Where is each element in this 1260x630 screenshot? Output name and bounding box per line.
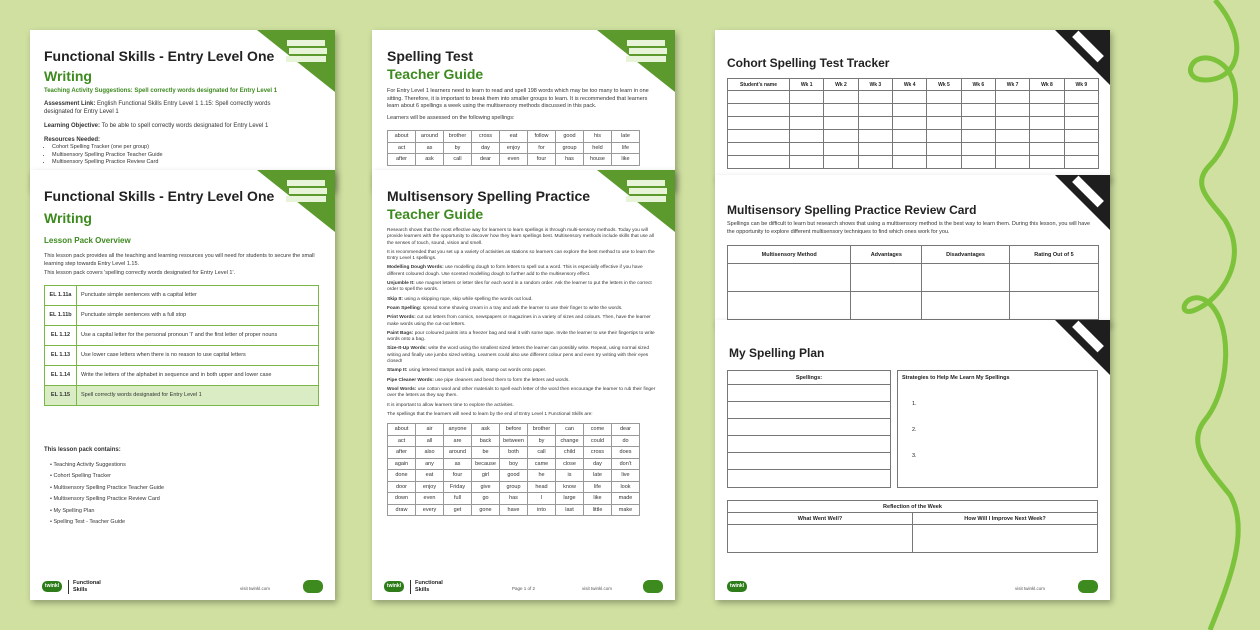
column-header: Wk 3 [858, 79, 892, 91]
word-cell: every [416, 504, 444, 516]
word-cell: eat [500, 131, 528, 143]
intro-text: For Entry Level 1 learners need to learn to read and spell 198 words which may be too many to learn in one sitting. Therefore, it is important to break them into smaller groups to learn. It is recommended that learners learn about 6 spellings a week using the multisensory methods discussed in this pack. [387, 88, 649, 109]
word-cell: head [528, 481, 556, 493]
word-cell: change [556, 435, 584, 447]
table-row [728, 91, 1099, 104]
page-title: Spelling Test [387, 48, 474, 64]
page-spelling-plan [715, 320, 1110, 600]
word-cell: child [556, 447, 584, 459]
table-row [728, 156, 1099, 169]
word-cell: late [612, 131, 640, 143]
word-cell: get [444, 504, 472, 516]
word-cell: because [472, 458, 500, 470]
table-header: Multisensory Method Advantages Disadvantages Rating Out of 5 [728, 246, 1099, 264]
word-cell: close [556, 458, 584, 470]
word-cell: has [556, 154, 584, 166]
word-cell: brother [444, 131, 472, 143]
intro-text: This lesson pack provides all the teaching and learning resources you will need for students to secure the small learning step towards Entry Level 1.15. [44, 253, 315, 267]
swirl-decoration [1120, 0, 1260, 630]
word-cell: full [444, 493, 472, 505]
word-cell: cross [584, 447, 612, 459]
table-row [388, 447, 640, 459]
column-header: Wk 4 [892, 79, 926, 91]
table-row [388, 435, 640, 447]
footer-url: visit twinkl.com [240, 586, 271, 591]
word-cell: by [444, 142, 472, 154]
word-cell: about [388, 424, 416, 436]
word-cell: ask [416, 154, 444, 166]
method-item: Skip It: using a skipping rope, skip while spelling the words out loud. [387, 296, 533, 302]
contains-list: • Teaching Activity Suggestions • Cohort Spelling Tracker • Multisensory Spelling Practice Teacher Guide • Multisensory Spelling Practice Review Card • My Spelling Plan • Spelling Test - Teacher Guide [50, 461, 165, 525]
word-cell: good [500, 470, 528, 482]
page-subtitle: Teacher Guide [387, 206, 484, 222]
column-header: Wk 2 [824, 79, 858, 91]
intro-text-2: This lesson pack covers 'spelling correctly words designated for Entry Level 1'. [44, 270, 236, 276]
word-cell: any [416, 458, 444, 470]
method-item: Modelling Dough Words: use modelling dough to form letters to spell out a word. This is especially effective if you have different coloured dough. Use scented modelling dough to further add to the multisensory effect. [387, 265, 643, 277]
word-cell: like [612, 154, 640, 166]
outcomes-table [44, 285, 319, 406]
page-lesson-overview [30, 170, 335, 600]
word-cell: dear [472, 154, 500, 166]
word-cell: act [388, 142, 416, 154]
word-cell: go [472, 493, 500, 505]
page-review-card [715, 175, 1110, 325]
page-title: Multisensory Spelling Practice Review Card [727, 203, 977, 217]
table-header [728, 79, 1099, 91]
page-spelling-test [372, 30, 675, 190]
word-cell: large [556, 493, 584, 505]
word-cell: door [388, 481, 416, 493]
word-cell: look [612, 481, 640, 493]
assessment-link: Assessment Link: English Functional Skills Entry Level 1 1.15: Spell correctly words designated for Entry Level 1 [44, 101, 271, 115]
word-cell: know [556, 481, 584, 493]
word-cell: late [584, 470, 612, 482]
badge-icon [643, 580, 663, 593]
page-title: Functional Skills - Entry Level One [44, 48, 275, 64]
word-cell: make [612, 504, 640, 516]
word-cell: even [500, 154, 528, 166]
page-cohort-tracker [715, 30, 1110, 180]
table-row [388, 458, 640, 470]
word-cell: give [472, 481, 500, 493]
word-cell: be [472, 447, 500, 459]
word-cell: anyone [444, 424, 472, 436]
page-title: Cohort Spelling Test Tracker [727, 56, 890, 70]
word-cell: group [556, 142, 584, 154]
word-cell: enjoy [500, 142, 528, 154]
word-cell: girl [472, 470, 500, 482]
table-row: EL 1.14 Write the letters of the alphabet in sequence and in both upper and lower case [45, 365, 319, 385]
word-cell: follow [528, 131, 556, 143]
method-item: Wool Words: use cotton wool and other materials to spell each letter of the word then encourage the learner to rub their finger over the letters as they say them. [387, 386, 656, 399]
contains-heading: This lesson pack contains: [44, 446, 121, 453]
word-cell: does [612, 447, 640, 459]
word-cell: done [388, 470, 416, 482]
table-row [388, 142, 640, 154]
guide-body: Research shows that the most effective way for learners to learn spellings is through multi-sensory methods. Today you will provide learners with the opportunity to discover how they learn spellings best. Multisensory methods include skills that use all the senses of touch, sound, vision and smell. It is recommended that you set up a variety of activities as stations so learners can explore the best method to use to learn the Entry Level 1 spellings. Modelling Dough Words: use modelling dough to form letters to spell out a word. This is especially effective if you have different coloured dough. Use scented modelling dough to further add to the multisensory effect. Unjumble It: use magnet letters or letter tiles for each word in a random order. Ask the learner to put the letters in the correct order to spell the words. Skip It: using a skipping rope, skip while spelling the words out loud. Foam Spelling: spread some shaving cream in a tray and ask the learner to use their finger to write the words. Print Words: cut out letters from comics, newspapers or magazines in a variety of sizes and colours. Then, have the learner make words using the cut-out letters. Paint Bags: pour coloured paints into a freezer bag and seal it with some tape. Invite the learner to use their fingertips to write words onto a bag. Size-It-Up Words: write the word using the smallest sized letters the learner can possibly write. Repeat, using normal sized writing and finally use jumbo sized writing. Learners could also use different colour pens and even try writing with their eyes closed! Stamp It: using lettered stamps and ink pads, stamp out words onto paper. Pipe Cleaner Words: use pipe cleaners and bend them to form the letters and words. Wool Words: use cotton wool and other materials to spell each letter of the word then encourage the learner to rub their finger over the letters as they say them. It is important to allow learners time to explore the activities. The spellings that the learners will need to learn by the end of Entry Level 1 Functional Skills are: [387, 228, 659, 418]
word-cell: call [444, 154, 472, 166]
word-cell: do [612, 435, 640, 447]
table-row [388, 154, 640, 166]
functional-skills-logo: Functional Skills [68, 580, 110, 594]
word-cell: before [500, 424, 528, 436]
word-cell: about [388, 131, 416, 143]
word-cell: gone [472, 504, 500, 516]
word-cell: could [584, 435, 612, 447]
word-cell: can [556, 424, 584, 436]
word-cell: as [444, 458, 472, 470]
table-row [388, 131, 640, 143]
method-item: Size-It-Up Words: write the word using the smallest sized letters the learner can possibly write. Repeat, using normal sized writing and finally use jumbo sized writing. Learners could also use different colour pens and even try writing with their eyes closed! [387, 346, 649, 365]
word-cell: has [500, 493, 528, 505]
column-header: Wk 1 [790, 79, 824, 91]
page-number: Page 1 of 2 [512, 586, 536, 591]
page-title: My Spelling Plan [729, 346, 825, 360]
review-table [727, 245, 1099, 320]
table-row [388, 424, 640, 436]
overview-heading: Lesson Pack Overview [44, 236, 131, 245]
word-cell: come [584, 424, 612, 436]
word-cell: both [500, 447, 528, 459]
word-cell: by [528, 435, 556, 447]
word-cell: even [416, 493, 444, 505]
method-item: Paint Bags: pour coloured paints into a freezer bag and seal it with some tape. Invite the learner to use their fingertips to write words onto a bag. [387, 330, 655, 343]
table-row [728, 292, 1099, 320]
table-row [728, 130, 1099, 143]
word-cell: again [388, 458, 416, 470]
word-cell: live [612, 470, 640, 482]
word-cell: down [388, 493, 416, 505]
assess-text: Learners will be assessed on the following spellings: [387, 114, 515, 121]
twinkl-logo: twinkl [727, 581, 747, 592]
spellings-table [387, 423, 640, 516]
word-cell: like [584, 493, 612, 505]
word-cell: act [388, 435, 416, 447]
column-header: Wk 7 [995, 79, 1029, 91]
twinkl-logo: twinkl [42, 581, 62, 592]
word-cell: for [528, 142, 556, 154]
table-row [728, 104, 1099, 117]
column-header: Wk 5 [927, 79, 961, 91]
word-cell: enjoy [416, 481, 444, 493]
method-item: Foam Spelling: spread some shaving cream in a tray and ask the learner to use their finger to write the words. [387, 305, 623, 311]
footer-url: visit twinkl.com [582, 586, 613, 591]
resources-list: • Cohort Spelling Tracker (one per group) • Multisensory Spelling Practice Teacher Guide • Multisensory Spelling Practice Review Card [52, 144, 299, 167]
word-cell: group [500, 481, 528, 493]
badge-icon [1078, 580, 1098, 593]
table-row [388, 504, 640, 516]
word-cell: I [528, 493, 556, 505]
intro-text: Spellings can be difficult to learn but research shows that using a multisensory method is the best way to learn them. During this lesson, you will have the opportunity to explore different multisensory techniques to find which ones work for you. [727, 221, 1091, 235]
word-cell: into [528, 504, 556, 516]
methods-list [387, 265, 659, 399]
word-cell: boy [500, 458, 528, 470]
functional-skills-logo: Functional Skills [410, 580, 452, 594]
word-cell: have [500, 504, 528, 516]
word-cell: cross [472, 131, 500, 143]
word-cell: held [584, 142, 612, 154]
table-row [728, 117, 1099, 130]
page-footer [30, 570, 335, 600]
page-multisensory-guide [372, 170, 675, 600]
word-cell: around [444, 447, 472, 459]
table-row [388, 470, 640, 482]
word-cell: day [472, 142, 500, 154]
table-row: EL 1.12 Use a capital letter for the personal pronoun 'I' and the first letter of proper nouns [45, 325, 319, 345]
word-cell: between [500, 435, 528, 447]
word-cell: around [416, 131, 444, 143]
word-cell: dear [612, 424, 640, 436]
word-cell: eat [416, 470, 444, 482]
page-subtitle: Writing [44, 68, 92, 84]
table-row: EL 1.13 Use lower case letters when there is no reason to use capital letters [45, 345, 319, 365]
word-cell: life [612, 142, 640, 154]
word-cell: he [528, 470, 556, 482]
word-cell: came [528, 458, 556, 470]
table-row-highlight: EL 1.15 Spell correctly words designated for Entry Level 1 [45, 385, 319, 405]
word-cell: house [584, 154, 612, 166]
page-title: Multisensory Spelling Practice [387, 188, 591, 204]
word-cell: are [444, 435, 472, 447]
word-cell: call [528, 447, 556, 459]
table-row [388, 493, 640, 505]
word-cell: after [388, 154, 416, 166]
learning-objective: Learning Objective: To be able to spell correctly words designated for Entry Level 1 [44, 123, 269, 129]
table-row: EL 1.11a Punctuate simple sentences with a capital letter [45, 285, 319, 305]
footer-url: visit twinkl.com [1015, 586, 1046, 591]
word-cell: his [584, 131, 612, 143]
suggestions-line: Teaching Activity Suggestions: Spell correctly words designated for Entry Level 1 [44, 88, 278, 94]
column-header: Student's name [728, 79, 790, 91]
method-item: Unjumble It: use magnet letters or letter tiles for each word in a random order. Ask the learner to put the letters in the correct order to spell the words. [387, 281, 652, 293]
word-cell: draw [388, 504, 416, 516]
twinkl-logo: twinkl [384, 581, 404, 592]
word-cell: as [416, 142, 444, 154]
word-cell: back [472, 435, 500, 447]
word-cell: is [556, 470, 584, 482]
word-cell: last [556, 504, 584, 516]
page-teaching-suggestions [30, 30, 335, 190]
page-title: Functional Skills - Entry Level One [44, 188, 275, 204]
table-row [728, 264, 1099, 292]
word-cell: air [416, 424, 444, 436]
spellings-table [387, 130, 640, 166]
word-cell: good [556, 131, 584, 143]
word-cell: Friday [444, 481, 472, 493]
method-item: Stamp It: using lettered stamps and ink pads, stamp out words onto paper. [387, 368, 547, 374]
tracker-table [727, 78, 1099, 169]
method-item: Print Words: cut out letters from comics, newspapers or magazines in a variety of sizes and colours. Then, have the learner make words using the cut-out letters. [387, 315, 651, 327]
column-header: Wk 8 [1030, 79, 1064, 91]
page-subtitle: Teacher Guide [387, 66, 484, 82]
page-footer [372, 570, 675, 600]
word-cell: after [388, 447, 416, 459]
badge-icon [303, 580, 323, 593]
method-item: Pipe Cleaner Words: use pipe cleaners and bend them to form the letters and words. [387, 377, 570, 383]
word-cell: ask [472, 424, 500, 436]
reflection-table: Reflection of the Week What Went Well? How Will I Improve Next Week? [727, 500, 1098, 553]
word-cell: brother [528, 424, 556, 436]
resources-label: Resources Needed: [44, 137, 101, 143]
table-row: EL 1.11b Punctuate simple sentences with a full stop [45, 305, 319, 325]
spellings-box: Spellings: [727, 370, 891, 488]
word-cell: made [612, 493, 640, 505]
word-cell: life [584, 481, 612, 493]
word-cell: also [416, 447, 444, 459]
page-footer [715, 570, 1110, 600]
table-row [728, 143, 1099, 156]
table-row [388, 481, 640, 493]
word-cell: four [528, 154, 556, 166]
strategies-box: Strategies to Help Me Learn My Spellings 1. 2. 3. [897, 370, 1098, 488]
word-cell: don't [612, 458, 640, 470]
page-subtitle: Writing [44, 210, 92, 226]
word-cell: all [416, 435, 444, 447]
word-cell: little [584, 504, 612, 516]
column-header: Wk 6 [961, 79, 995, 91]
word-cell: day [584, 458, 612, 470]
column-header: Wk 9 [1064, 79, 1098, 91]
word-cell: four [444, 470, 472, 482]
